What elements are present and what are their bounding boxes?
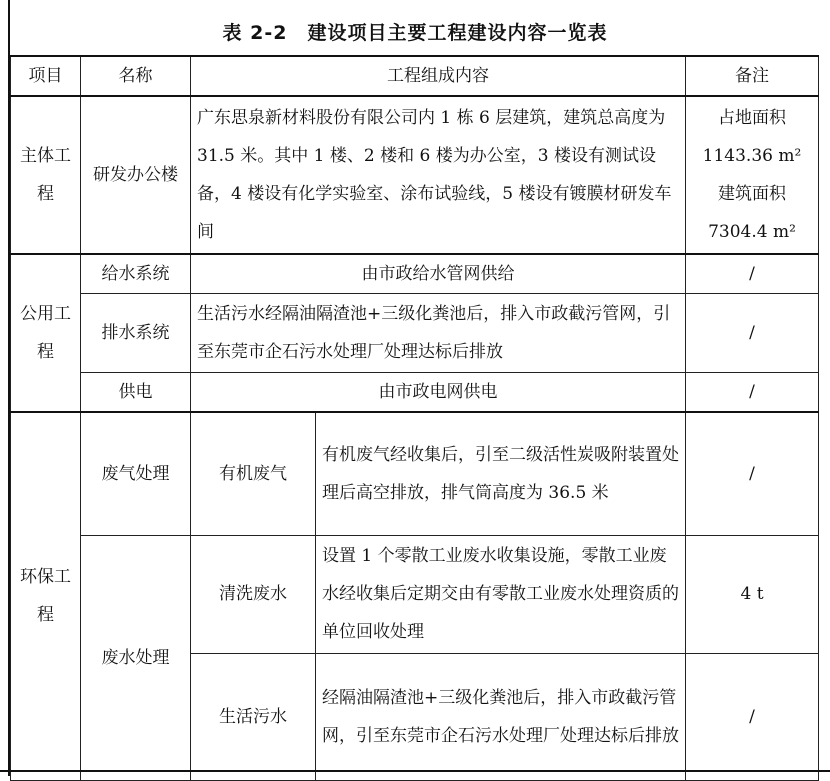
- utility-name: 给水系统: [81, 254, 191, 294]
- env-gas-content: 有机废气经收集后，引至二级活性炭吸附装置处理后高空排放，排气筒高度为 36.5 米: [316, 412, 686, 535]
- env-gas-name: 废气处理: [81, 412, 191, 535]
- main-content: 广东思泉新材料股份有限公司内 1 栋 6 层建筑，建筑总高度为 31.5 米。其中 1 楼、2 楼和 6 楼为办公室，3 楼设有测试设备，4 楼设有化学实验室、涂布试验线，5 楼设有镀膜材研发车间: [191, 96, 686, 254]
- env-water-name: 废水处理: [81, 535, 191, 780]
- env-water-sub: 生活污水: [191, 653, 316, 780]
- header-name: 名称: [81, 56, 191, 96]
- env-gas-note: /: [686, 412, 819, 535]
- utility-name: 供电: [81, 373, 191, 413]
- table-row: [11, 373, 819, 413]
- utility-content: 由市政电网供电: [191, 373, 686, 413]
- env-gas-sub: 有机废气: [191, 412, 316, 535]
- main-name: 研发办公楼: [81, 96, 191, 254]
- utility-name: 排水系统: [81, 294, 191, 373]
- page-bottom-rule: [0, 770, 830, 772]
- env-water-content: 经隔油隔渣池+三级化粪池后，排入市政截污管网，引至东莞市企石污水处理厂处理达标后排放: [316, 653, 686, 780]
- env-water-sub: 清洗废水: [191, 535, 316, 653]
- utility-item: 公用工程: [11, 254, 81, 412]
- utility-note: /: [686, 373, 819, 413]
- table-row: [11, 294, 819, 373]
- table-row: [11, 535, 819, 653]
- utility-note: /: [686, 254, 819, 294]
- env-water-content: 设置 1 个零散工业废水收集设施，零散工业废水经收集后定期交由有零散工业废水处理资质的单位回收处理: [316, 535, 686, 653]
- utility-content: 生活污水经隔油隔渣池+三级化粪池后，排入市政截污管网，引至东莞市企石污水处理厂处理达标后排放: [191, 294, 686, 373]
- header-note: 备注: [686, 56, 819, 96]
- table-row: [11, 96, 819, 254]
- header-content: 工程组成内容: [191, 56, 686, 96]
- utility-content: 由市政给水管网供给: [191, 254, 686, 294]
- table-title: 表 2-2 建设项目主要工程建设内容一览表: [222, 22, 608, 44]
- table-row: [11, 254, 819, 294]
- main-item: 主体工程: [11, 96, 81, 254]
- env-water-note: /: [686, 653, 819, 780]
- utility-note: /: [686, 294, 819, 373]
- header-item: 项目: [11, 56, 81, 96]
- env-item: 环保工程: [11, 412, 81, 780]
- header-row: [11, 56, 819, 96]
- env-water-note: 4 t: [686, 535, 819, 653]
- main-note: 占地面积 1143.36 m² 建筑面积 7304.4 m²: [686, 96, 819, 254]
- project-content-table: [10, 55, 819, 781]
- table-row: [11, 412, 819, 535]
